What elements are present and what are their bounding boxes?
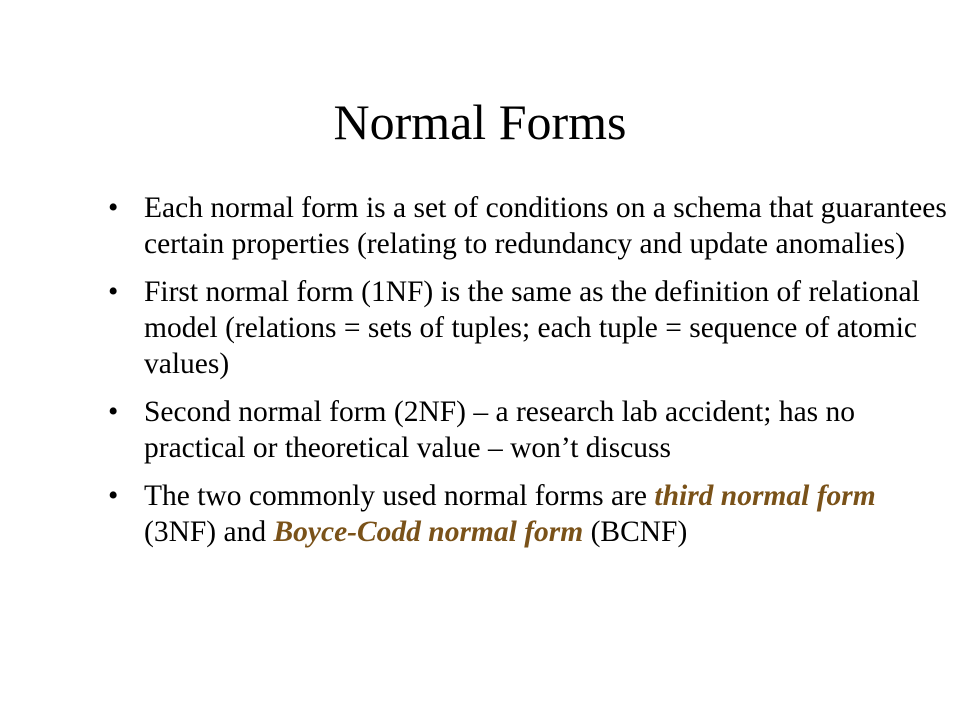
bullet-text-end: (BCNF) <box>583 516 688 548</box>
bullet-list <box>108 190 948 562</box>
slide-title: Normal Forms <box>333 94 627 150</box>
bullet-icon: • <box>108 276 119 308</box>
bullet-text: Each normal form is a set of conditions on a schema that guarantees certain properties (relating to redundancy and update anomalies) <box>144 192 947 260</box>
bullet-text: Second normal form (2NF) – a research lab accident; has no practical or theoretical value – won’t discuss <box>144 396 856 464</box>
bullet-icon: • <box>108 396 119 428</box>
bullet-common-normal-forms <box>108 478 948 550</box>
term-third-normal-form: third normal form <box>654 480 876 512</box>
bullet-text: First normal form (1NF) is the same as the definition of relational model (relations = sets of tuples; each tuple = sequence of atomic values) <box>144 276 920 380</box>
bullet-text-middle: (3NF) and <box>144 516 274 548</box>
bullet-second-normal-form <box>108 394 948 466</box>
bullet-first-normal-form <box>108 274 948 382</box>
bullet-text-start: The two commonly used normal forms are <box>144 480 655 512</box>
bullet-normal-form-definition <box>108 190 948 262</box>
bullet-icon: • <box>108 192 119 224</box>
term-boyce-codd-normal-form: Boyce-Codd normal form <box>273 516 584 548</box>
bullet-icon: • <box>108 480 119 512</box>
